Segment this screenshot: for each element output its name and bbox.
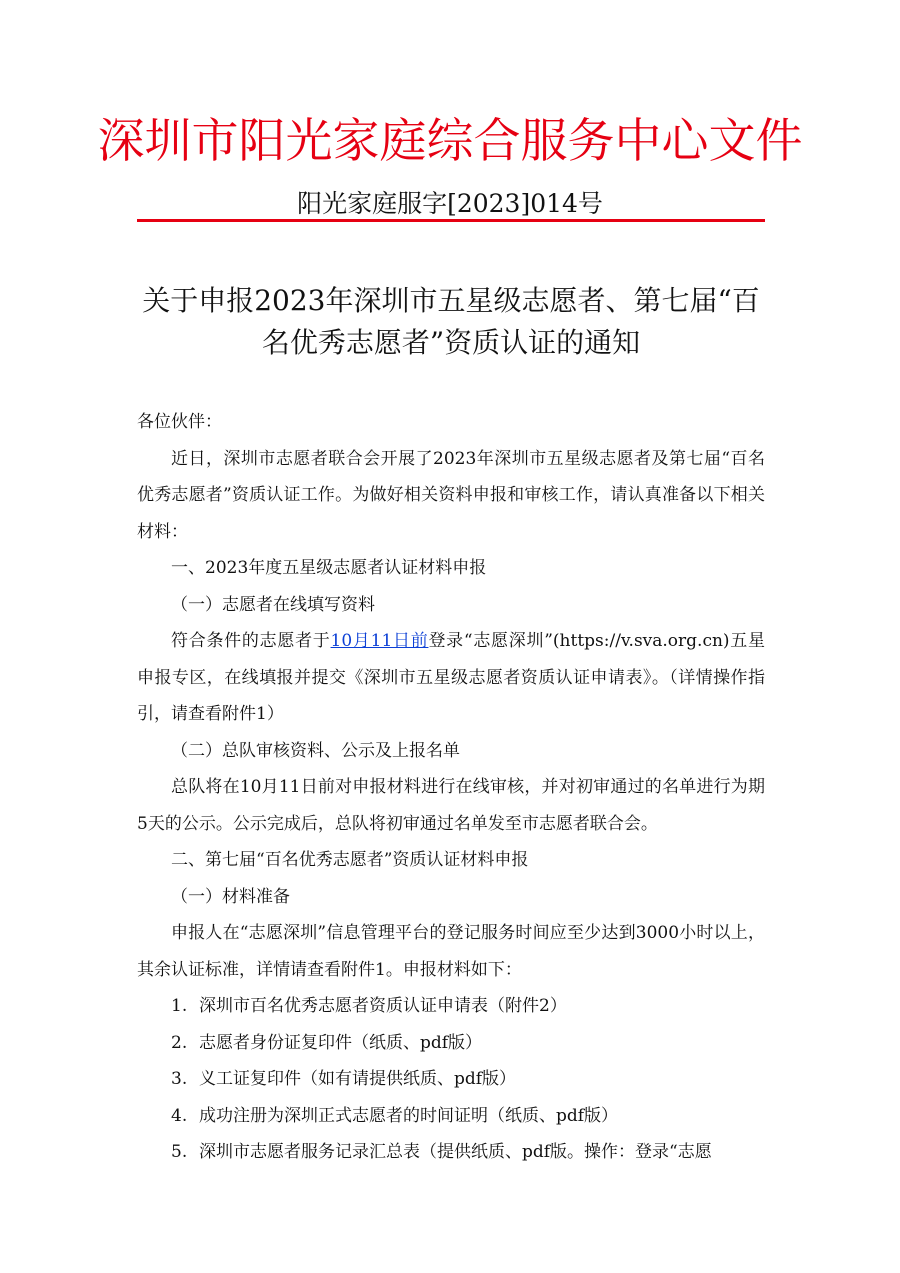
material-item-5 (137, 1134, 765, 1171)
section-1-subheading-1: （一）志愿者在线填写资料 (171, 594, 375, 615)
section-1-heading: 一、2023年度五星级志愿者认证材料申报 (171, 558, 487, 578)
material-item-text: 志愿者身份证复印件（纸质、pdf版） (199, 1032, 483, 1053)
document-body (137, 404, 765, 1171)
intro-paragraph: 近日，深圳市志愿者联合会开展了2023年深圳市五星级志愿者及第七届“百名优秀志愿者”资质认证工作。为做好相关资料申报和审核工作，请认真准备以下相关材料： (137, 448, 765, 542)
section-2-subheading-1: （一）材料准备 (171, 886, 290, 907)
document-number: 阳光家庭服字[2023]014号 (297, 189, 603, 218)
material-item-4 (137, 1098, 765, 1135)
material-item-2 (137, 1025, 765, 1062)
material-item-number: 1. (171, 996, 188, 1016)
material-item-text: 深圳市百名优秀志愿者资质认证申请表（附件2） (199, 996, 567, 1016)
section-1-paragraph-2: 总队将在10月11日前对申报材料进行在线审核，并对初审通过的名单进行为期5天的公示。公示完成后，总队将初审通过名单发至市志愿者联合会。 (137, 777, 765, 834)
section-1-subheading-2: （二）总队审核资料、公示及上报名单 (171, 740, 460, 761)
material-item-number: 5. (171, 1142, 188, 1162)
red-divider-line (137, 219, 765, 222)
material-item-number: 2. (171, 1032, 188, 1053)
section-1-paragraph-1-text-b: 登录“志愿深圳”(https://v.sva.org.cn)五星申报专区，在线填报并提交《深圳市五星级志愿者资质认证申请表》。（详情操作指引，请查看附件1） (137, 631, 766, 724)
organization-title: 深圳市阳光家庭综合服务中心文件 (97, 114, 803, 169)
section-1-paragraph-1-text-a: 符合条件的志愿者于 (171, 631, 331, 651)
material-item-3 (137, 1061, 765, 1098)
deadline-link[interactable]: 10月11日前 (330, 631, 429, 651)
section-2-paragraph-1: 申报人在“志愿深圳”信息管理平台的登记服务时间应至少达到3000小时以上，其余认证标准，详情请查看附件1。申报材料如下： (137, 923, 765, 980)
salutation: 各位伙伴： (137, 412, 222, 432)
section-2-heading: 二、第七届“百名优秀志愿者”资质认证材料申报 (171, 850, 529, 870)
material-item-number: 3. (171, 1069, 188, 1089)
material-item-text: 深圳市志愿者服务记录汇总表（提供纸质、pdf版。操作：登录“志愿 (199, 1142, 712, 1162)
section-1-paragraph-1 (137, 623, 765, 733)
notice-title-line-1: 关于申报2023年深圳市五星级志愿者、第七届“百 (142, 284, 760, 317)
material-item-text: 成功注册为深圳正式志愿者的时间证明（纸质、pdf版） (199, 1105, 619, 1126)
notice-title-line-2: 名优秀志愿者”资质认证的通知 (261, 326, 641, 359)
notice-title (137, 280, 765, 364)
material-item-text: 义工证复印件（如有请提供纸质、pdf版） (199, 1069, 517, 1089)
material-item-1 (137, 988, 765, 1025)
material-item-number: 4. (171, 1105, 188, 1126)
